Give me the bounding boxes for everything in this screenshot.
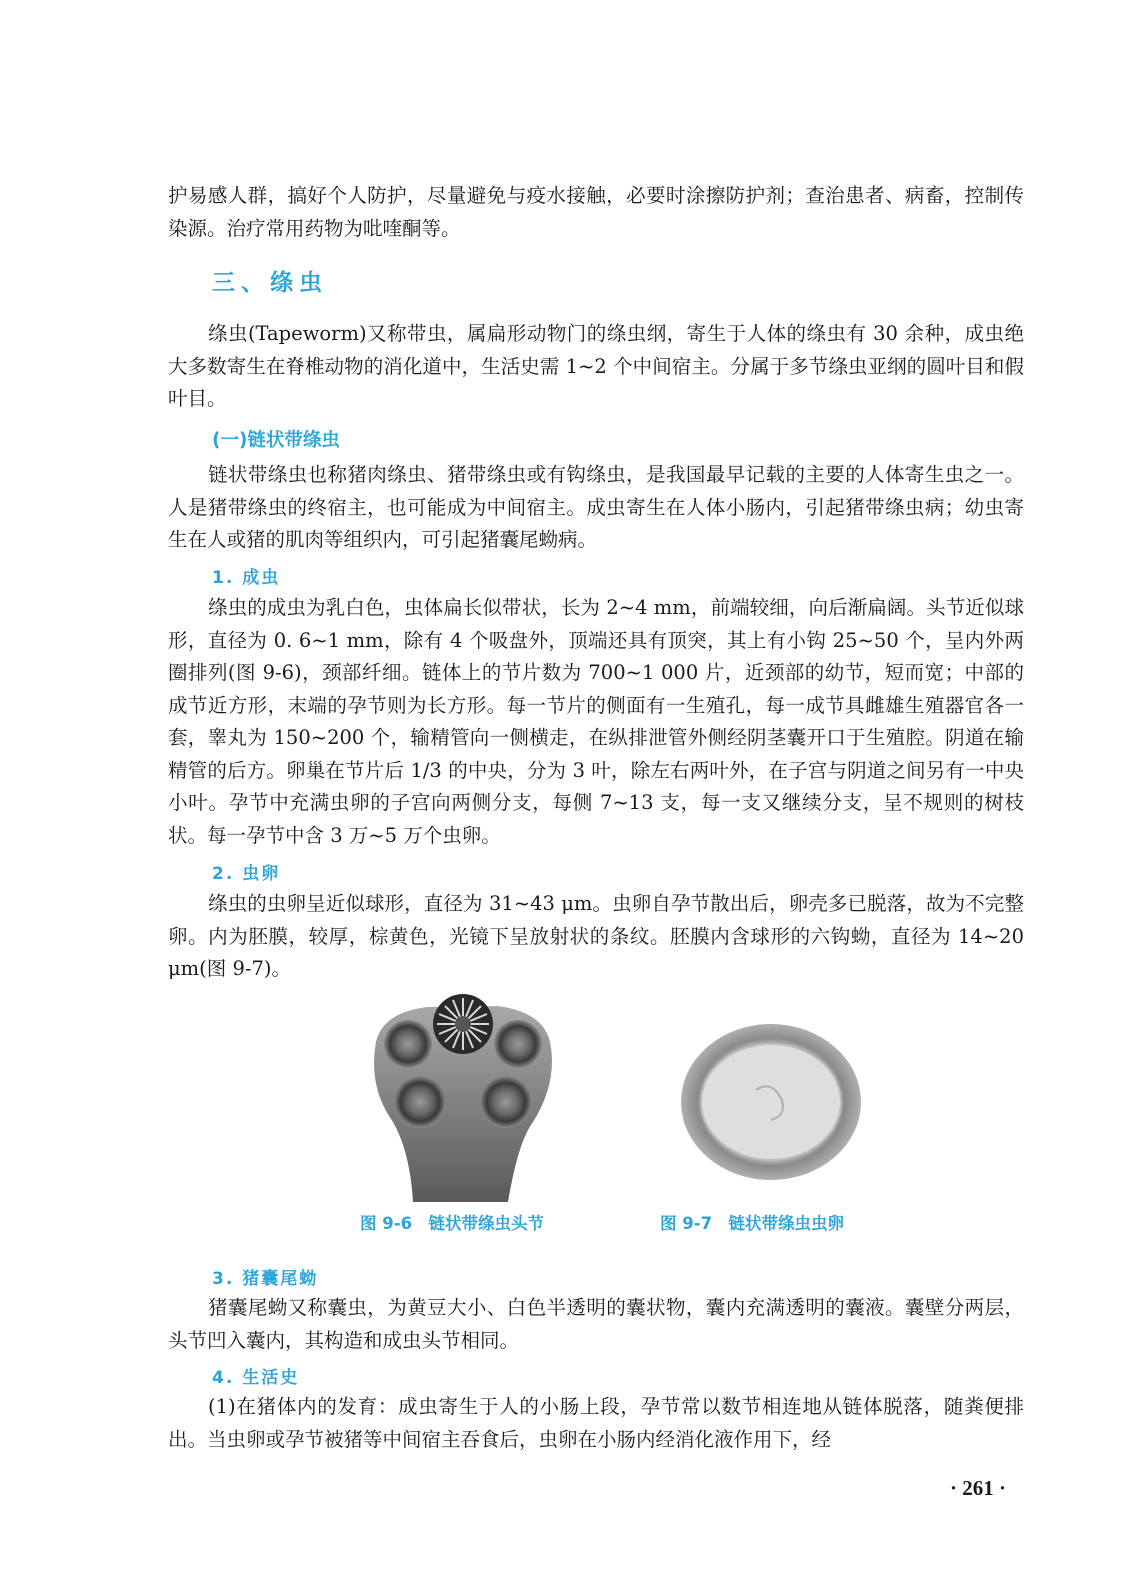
section-heading: 三、绦虫: [212, 270, 328, 296]
item-heading-lifecycle: 4. 生活史: [212, 1368, 300, 1388]
figure-9-6-caption: 图 9-6 链状带绦虫头节: [360, 1214, 545, 1233]
scolex-image: [358, 992, 568, 1202]
paragraph-cysticercus: 猪囊尾蚴又称囊虫，为黄豆大小、白色半透明的囊状物，囊内充满透明的囊液。囊壁分两层，头节凹入囊内，其构造和成虫头节相同。: [168, 1296, 1024, 1352]
paragraph-taenia-solium: 链状带绦虫也称猪肉绦虫、猪带绦虫或有钩绦虫，是我国最早记载的主要的人体寄生虫之一。人是猪带绦虫的终宿主，也可能成为中间宿主。成虫寄生在人体小肠内，引起猪带绦虫病；幼虫寄生在人或猪的肌肉等组织内，可引起猪囊尾蚴病。: [168, 463, 1024, 551]
figure-9-7-caption: 图 9-7 链状带绦虫虫卵: [660, 1214, 845, 1233]
item-heading-cysticercus: 3. 猪囊尾蚴: [212, 1269, 319, 1289]
subsection-heading: (一)链状带绦虫: [212, 430, 340, 451]
paragraph-continuation: 护易感人群，搞好个人防护，尽量避免与疫水接触，必要时涂擦防护剂；查治患者、病畜，控制传染源。治疗常用药物为吡喹酮等。: [168, 184, 1024, 240]
item-heading-egg: 2. 虫卵: [212, 864, 281, 884]
egg-image: [676, 1020, 866, 1185]
paragraph-egg: 绦虫的虫卵呈近似球形，直径为 31~43 μm。虫卵自孕节散出后，卵壳多已脱落，故为不完整卵。内为胚膜，较厚，棕黄色，光镜下呈放射状的条纹。胚膜内含球形的六钩蚴，直径为 14~20 μm(图 9-7)。: [168, 892, 1024, 980]
item-heading-adult: 1. 成虫: [212, 568, 281, 588]
paragraph-tapeworm-intro: 绦虫(Tapeworm)又称带虫，属扁形动物门的绦虫纲，寄生于人体的绦虫有 30 余种，成虫绝大多数寄生在脊椎动物的消化道中，生活史需 1~2 个中间宿主。分属于多节绦虫亚纲的圆叶目和假叶目。: [168, 322, 1024, 410]
paragraph-adult: 绦虫的成虫为乳白色，虫体扁长似带状，长为 2~4 mm，前端较细，向后渐扁阔。头节近似球形，直径为 0. 6~1 mm，除有 4 个吸盘外，顶端还具有顶突，其上有小钩 25~50 个，呈内外两圈排列(图 9-6)，颈部纤细。链体上的节片数为 700~1 000 片，近颈部的幼节，短而宽；中部的成节近方形，末端的孕节则为长方形。每一节片的侧面有一生殖孔，每一成节具雌雄生殖器官各一套，睾丸为 150~200 个，输精管向一侧横走，在纵排泄管外侧经阴茎囊开口于生殖腔。阴道在输精管的后方。卵巢在节片后 1/3 的中央，分为 3 叶，除左右两叶外，在子宫与阴道之间另有一中央小叶。孕节中充满虫卵的子宫向两侧分支，每侧 7~13 支，每一支又继续分支，呈不规则的树枝状。每一孕节中含 3 万~5 万个虫卵。: [168, 596, 1024, 847]
paragraph-lifecycle: (1)在猪体内的发育：成虫寄生于人的小肠上段，孕节常以数节相连地从链体脱落，随粪便排出。当虫卵或孕节被猪等中间宿主吞食后，虫卵在小肠内经消化液作用下，经: [168, 1395, 1024, 1451]
page-number: · 261 ·: [950, 1476, 1007, 1500]
